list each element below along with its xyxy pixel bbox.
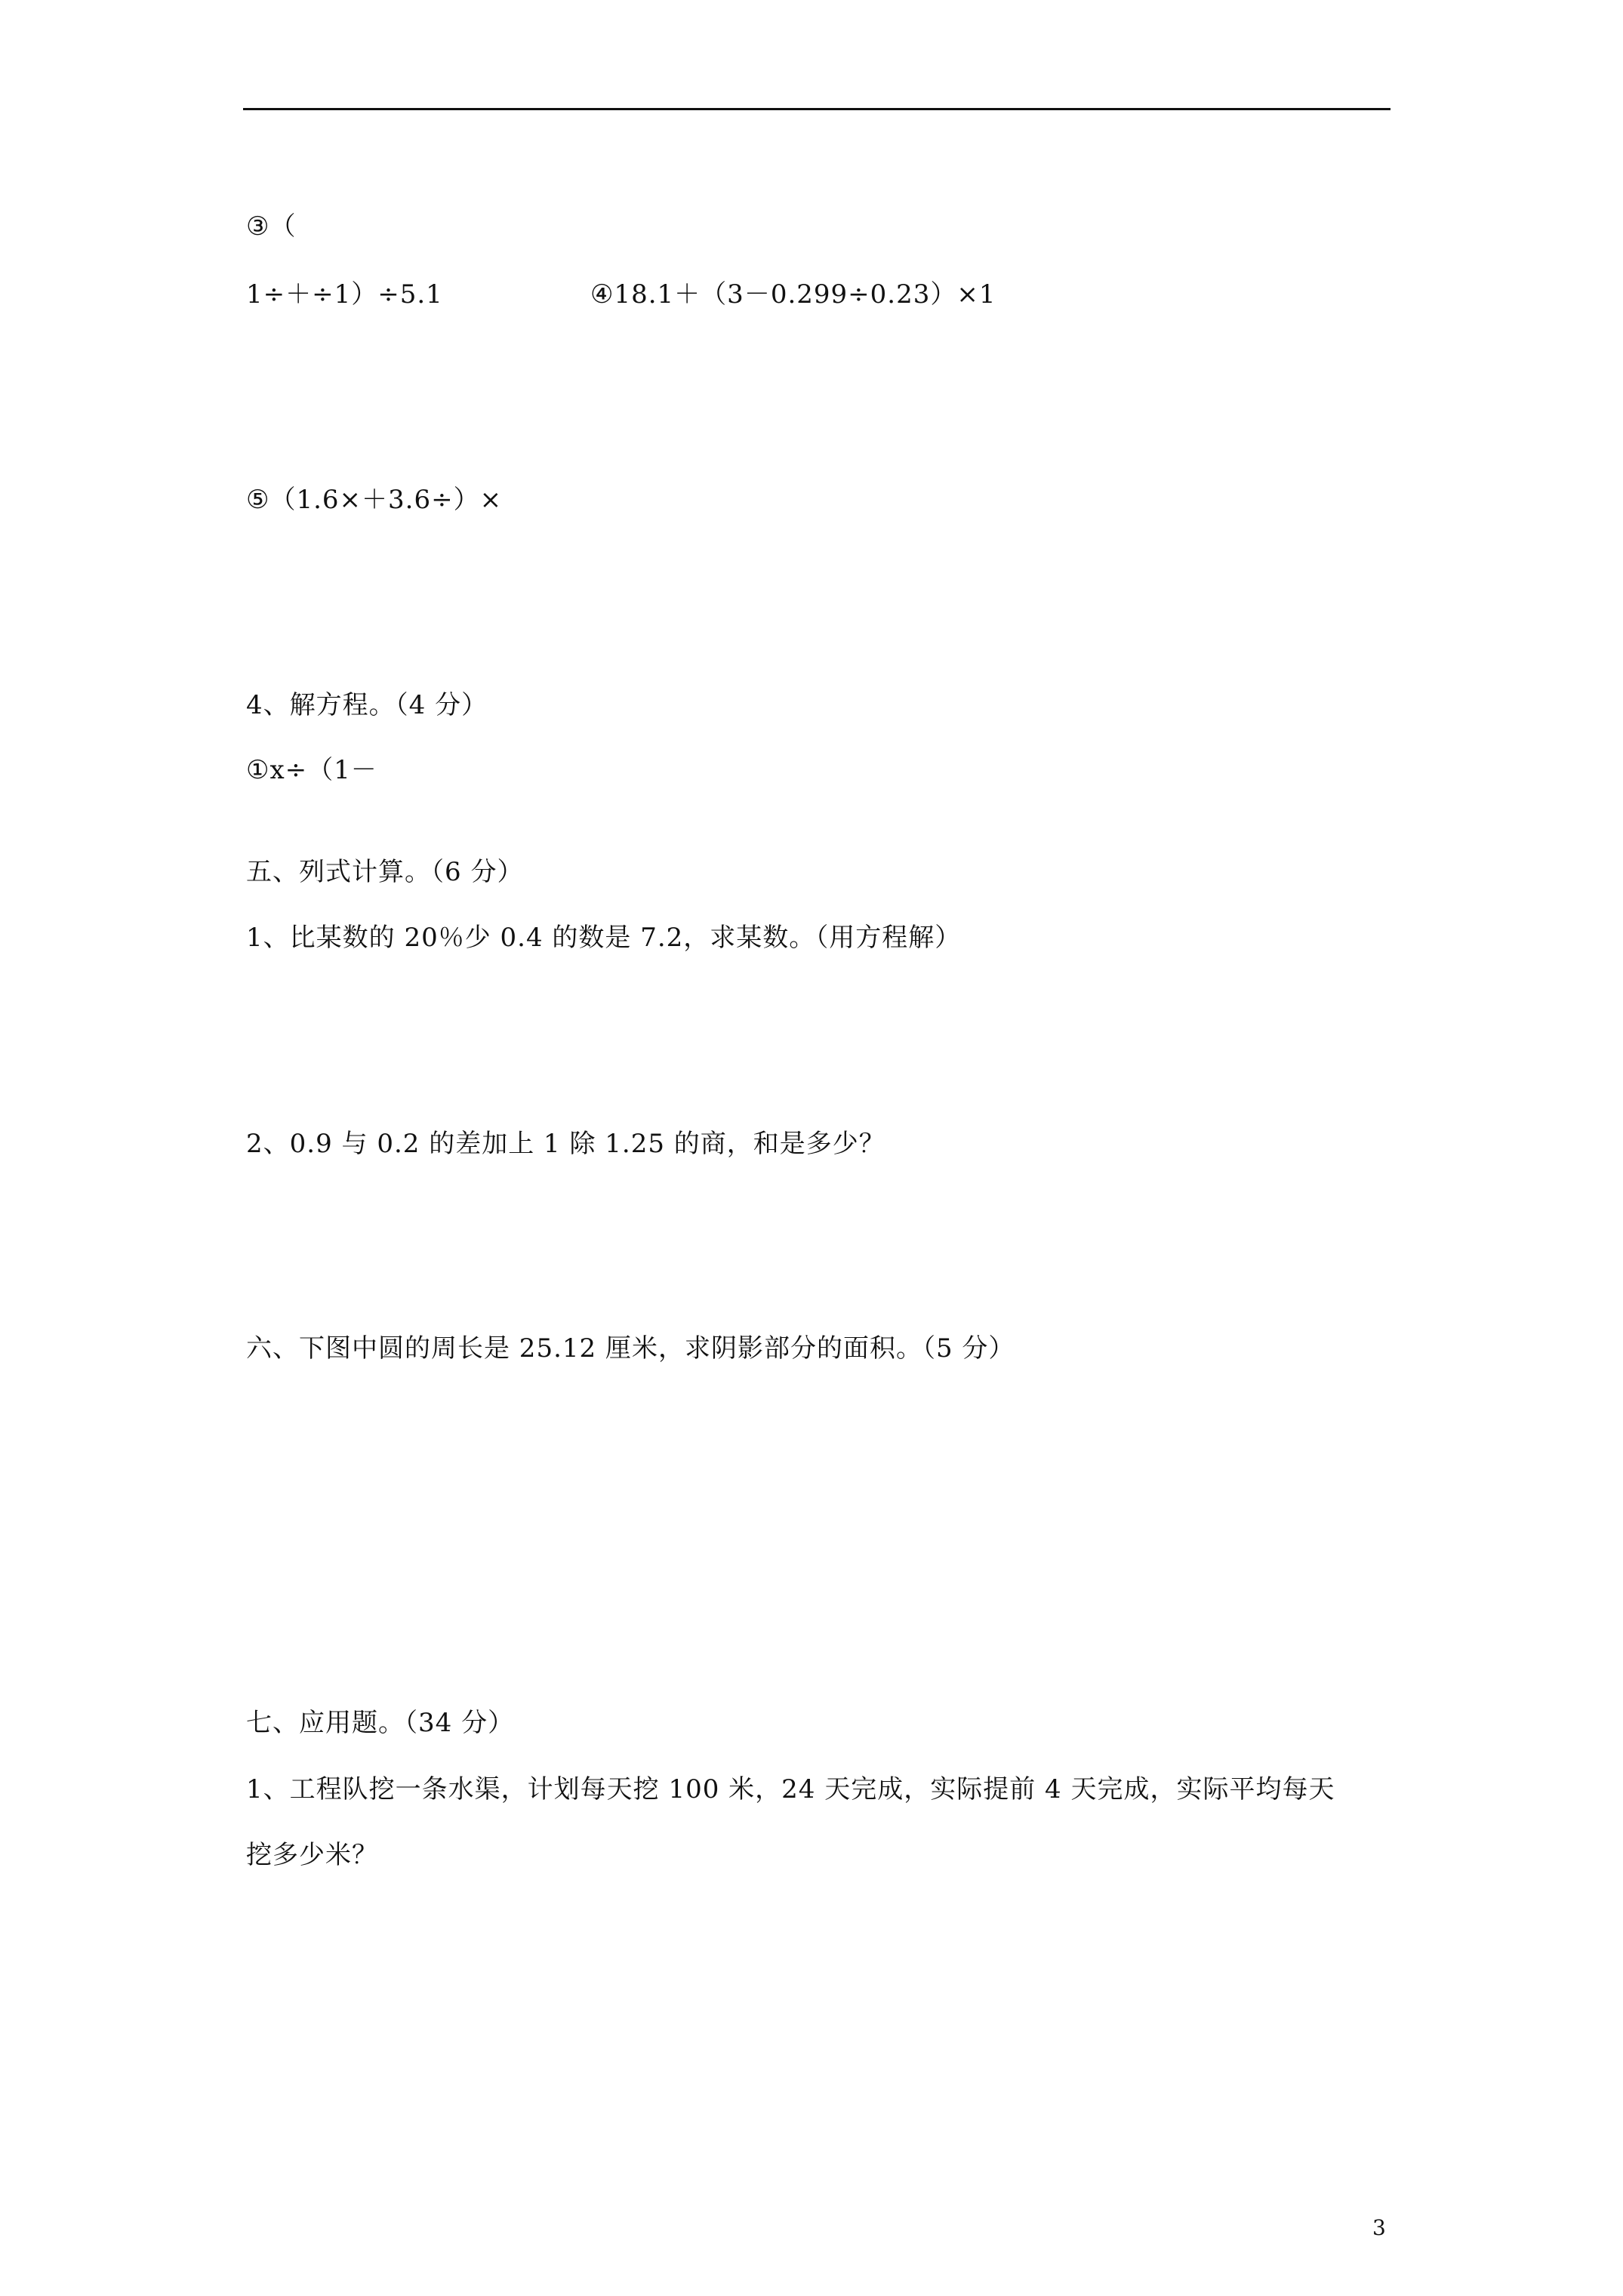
section-7-title: 七、应用题。（34 分） xyxy=(246,1708,515,1738)
section-5-title: 五、列式计算。（6 分） xyxy=(246,857,524,887)
section-4-question-1: ①x÷（1－ xyxy=(246,755,377,785)
section-7-question-1-line-2: 挖多少米？ xyxy=(246,1840,378,1870)
page-number: 3 xyxy=(1372,2215,1386,2240)
section-4-title: 4、解方程。（4 分） xyxy=(246,690,488,720)
q5-expression: ⑤（1.6×＋3.6÷）× xyxy=(246,485,503,515)
section-5-question-1: 1、比某数的 20％少 0.4 的数是 7.2，求某数。（用方程解） xyxy=(246,923,962,953)
section-7-question-1-line-1: 1、工程队挖一条水渠，计划每天挖 100 米，24 天完成，实际提前 4 天完成，实际平均每天 xyxy=(246,1774,1335,1804)
header-rule xyxy=(243,108,1390,110)
section-6-title: 六、下图中圆的周长是 25.12 厘米，求阴影部分的面积。（5 分） xyxy=(246,1333,1015,1364)
section-5-question-2: 2、0.9 与 0.2 的差加上 1 除 1.25 的商，和是多少？ xyxy=(246,1129,885,1159)
q4-expression: ④18.1＋（3－0.299÷0.23）×1 xyxy=(590,279,996,310)
q3-prefix: ③（ xyxy=(246,211,297,242)
q3-expression: 1÷＋÷1）÷5.1 xyxy=(246,279,443,310)
